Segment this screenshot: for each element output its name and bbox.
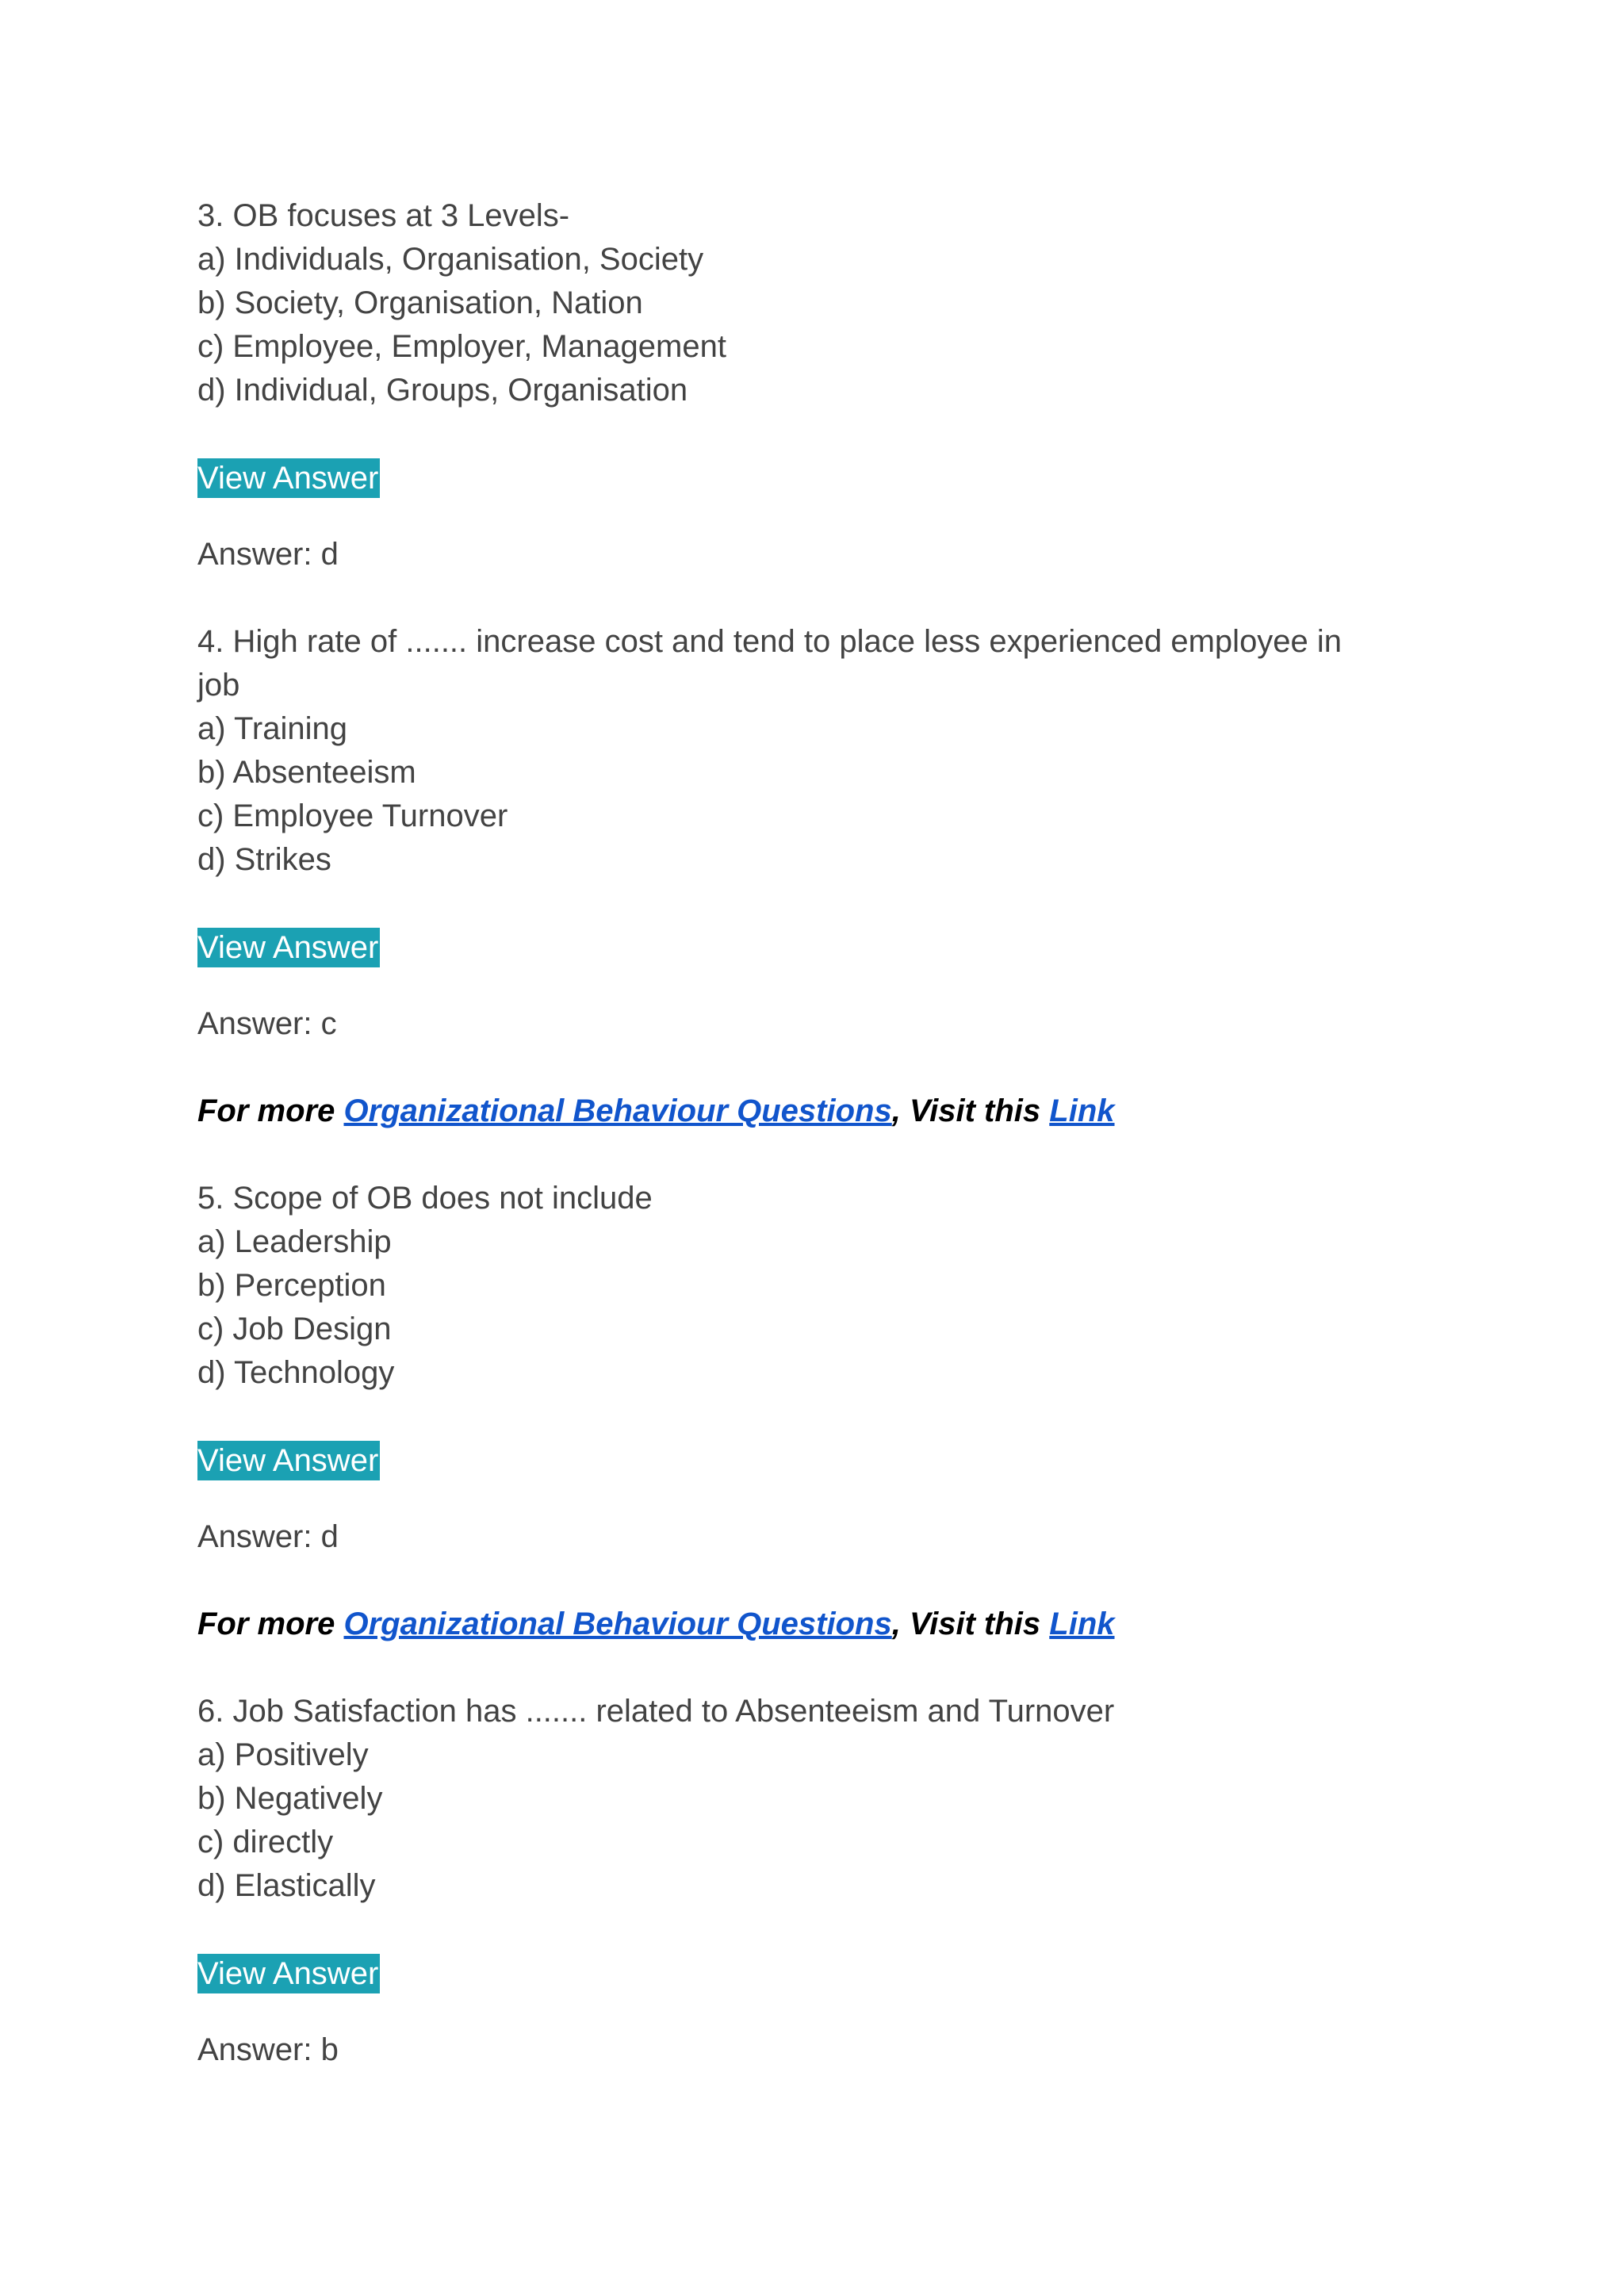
question-block-6	[197, 1690, 1434, 2072]
option-c: c) Employee Turnover	[197, 798, 508, 833]
promo-middle: , Visit this	[891, 1607, 1050, 1641]
option-d: d) Technology	[197, 1355, 395, 1390]
ob-questions-link[interactable]: Organizational Behaviour Questions	[343, 1093, 892, 1128]
view-answer-button[interactable]: View Answer	[197, 1954, 380, 1993]
option-a: a) Training	[197, 711, 347, 746]
question-block-5	[197, 1177, 1434, 1559]
promo-middle: , Visit this	[891, 1093, 1050, 1128]
option-d: d) Individual, Groups, Organisation	[197, 373, 688, 408]
question-text: 4. High rate of ....... increase cost and tend to place less experienced employee in	[197, 624, 1342, 659]
option-a: a) Leadership	[197, 1224, 392, 1259]
promo-line	[197, 1090, 1434, 1133]
ob-questions-link[interactable]: Organizational Behaviour Questions	[343, 1607, 892, 1641]
question-text: 5. Scope of OB does not include	[197, 1181, 653, 1216]
question-text: 6. Job Satisfaction has ....... related to Absenteeism and Turnover	[197, 1694, 1115, 1729]
visit-link[interactable]: Link	[1049, 1093, 1115, 1128]
view-answer-button[interactable]: View Answer	[197, 928, 380, 967]
question-text-continued: job	[197, 668, 240, 703]
answer-text: Answer: d	[197, 537, 339, 572]
option-c: c) Job Design	[197, 1312, 392, 1346]
question-block-4	[197, 620, 1434, 1046]
document-content	[197, 194, 1434, 2072]
answer-text: Answer: b	[197, 2032, 339, 2067]
option-c: c) directly	[197, 1825, 334, 1859]
option-a: a) Individuals, Organisation, Society	[197, 242, 704, 277]
promo-prefix: For more	[197, 1607, 344, 1641]
view-answer-button[interactable]: View Answer	[197, 1441, 380, 1480]
option-b: b) Perception	[197, 1268, 386, 1303]
option-a: a) Positively	[197, 1737, 369, 1772]
option-b: b) Society, Organisation, Nation	[197, 285, 643, 320]
question-block-3	[197, 194, 1434, 576]
answer-text: Answer: c	[197, 1006, 337, 1041]
option-c: c) Employee, Employer, Management	[197, 329, 726, 364]
question-text: 3. OB focuses at 3 Levels-	[197, 198, 570, 233]
option-d: d) Elastically	[197, 1868, 376, 1903]
visit-link[interactable]: Link	[1049, 1607, 1115, 1641]
promo-line	[197, 1603, 1434, 1646]
option-b: b) Negatively	[197, 1781, 383, 1816]
answer-text: Answer: d	[197, 1519, 339, 1554]
promo-prefix: For more	[197, 1093, 344, 1128]
option-b: b) Absenteeism	[197, 755, 416, 790]
view-answer-button[interactable]: View Answer	[197, 458, 380, 498]
option-d: d) Strikes	[197, 842, 331, 877]
